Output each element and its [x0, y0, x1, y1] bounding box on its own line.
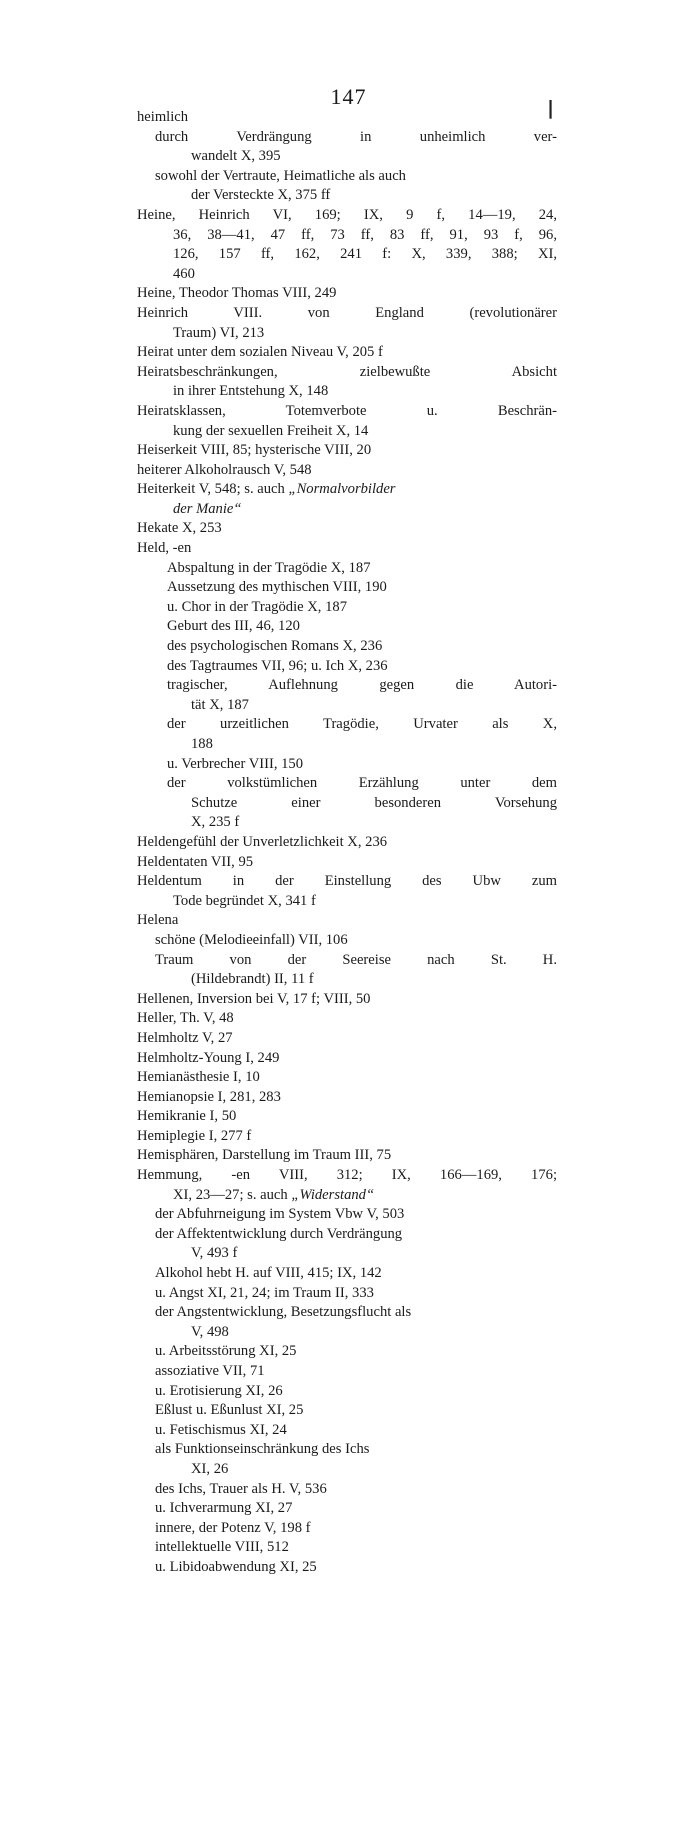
index-line: V, 493 f — [191, 1245, 238, 1262]
index-line: kung der sexuellen Freiheit X, 14 — [173, 422, 369, 439]
index-line: des psychologischen Romans X, 236 — [167, 638, 383, 655]
index-line: Aussetzung des mythischen VIII, 190 — [167, 579, 387, 596]
index-line: Heiratsklassen, Totemverbote u. Beschrän- — [137, 402, 557, 419]
index-line: Eßlust u. Eßunlust XI, 25 — [155, 1402, 304, 1419]
index-line: XI, 26 — [191, 1460, 229, 1477]
index-line: der Versteckte X, 375 ff — [191, 187, 331, 204]
index-line: wandelt X, 395 — [191, 148, 281, 165]
index-line: der Affektentwicklung durch Verdrängung — [155, 1225, 403, 1242]
index-line: 460 — [173, 265, 195, 282]
index-line: heimlich — [137, 109, 189, 125]
index-line: Helmholtz V, 27 — [137, 1029, 233, 1046]
index-line: Held, -en — [137, 540, 192, 557]
index-line: sowohl der Vertraute, Heimatliche als auch — [155, 167, 406, 184]
index-line: X, 235 f — [191, 814, 240, 831]
index-line: Helmholtz-Young I, 249 — [137, 1049, 280, 1066]
index-line: schöne (Melodieeinfall) VII, 106 — [155, 931, 348, 948]
index-line-italic: der Manie“ — [173, 500, 242, 517]
index-line: heiterer Alkoholrausch V, 548 — [137, 461, 312, 478]
index-line-italic: „Widerstand“ — [291, 1186, 375, 1203]
index-line: Alkohol hebt H. auf VIII, 415; IX, 142 — [155, 1265, 382, 1282]
index-line: der Abfuhrneigung im System Vbw V, 503 — [155, 1206, 405, 1223]
index-line: des Tagtraumes VII, 96; u. Ich X, 236 — [167, 657, 388, 674]
index-line: der volkstümlichen Erzählung unter dem — [167, 775, 557, 792]
index-line: XI, 23—27; s. auch „Widerstand“ — [173, 1186, 375, 1203]
index-line: Hellenen, Inversion bei V, 17 f; VIII, 50 — [137, 990, 371, 1007]
index-line: Hemmung, -en VIII, 312; IX, 166—169, 176; — [137, 1167, 557, 1184]
index-line: innere, der Potenz V, 198 f — [155, 1519, 311, 1536]
index-line: 36, 38—41, 47 ff, 73 ff, 83 ff, 91, 93 f, 96, — [173, 226, 557, 243]
index-line: u. Libidoabwendung XI, 25 — [155, 1558, 317, 1575]
index-line: Heller, Th. V, 48 — [137, 1010, 234, 1027]
index-line: Traum von der Seereise nach St. H. — [155, 951, 557, 968]
index-line: Heinrich VIII. von England (revolutionärer — [137, 304, 557, 321]
index-line: u. Angst XI, 21, 24; im Traum II, 333 — [155, 1284, 374, 1301]
index-line: V, 498 — [191, 1323, 229, 1340]
index-line: tät X, 187 — [191, 696, 249, 713]
index-line: Heirat unter dem sozialen Niveau V, 205 f — [137, 344, 383, 361]
index-line: in ihrer Entstehung X, 148 — [173, 383, 329, 400]
index-line: 188 — [191, 736, 213, 752]
index-line: 126, 157 ff, 162, 241 f: X, 339, 388; XI, — [173, 246, 557, 263]
index-line: Heldentum in der Einstellung des Ubw zum — [137, 873, 557, 890]
index-line: durch Verdrängung in unheimlich ver- — [155, 128, 557, 145]
index-line: u. Ichverarmung XI, 27 — [155, 1500, 293, 1517]
index-line: Heiratsbeschränkungen, zielbewußte Absicht — [137, 363, 557, 380]
index-line: Heldengefühl der Unverletzlichkeit X, 236 — [137, 833, 388, 850]
index-line: Helena — [137, 912, 179, 929]
index-line: als Funktionseinschränkung des Ichs — [155, 1441, 370, 1458]
index-line: Geburt des III, 46, 120 — [167, 618, 300, 635]
index-line: der Angstentwicklung, Besetzungsflucht als — [155, 1304, 412, 1321]
index-line: Hemianopsie I, 281, 283 — [137, 1088, 281, 1105]
index-line: u. Fetischismus XI, 24 — [155, 1421, 287, 1438]
index-line: Hekate X, 253 — [137, 520, 222, 537]
index-line: u. Verbrecher VIII, 150 — [167, 755, 304, 772]
index-line: Tode begründet X, 341 f — [173, 892, 316, 909]
index-line: tragischer, Auflehnung gegen die Autori- — [167, 677, 557, 694]
index-line: u. Chor in der Tragödie X, 187 — [167, 598, 347, 615]
index-line: Hemiplegie I, 277 f — [137, 1127, 252, 1144]
index-line: Hemikranie I, 50 — [137, 1108, 237, 1125]
index-line: Schutze einer besonderen Vorsehung — [191, 794, 557, 811]
index-line: Heldentaten VII, 95 — [137, 853, 254, 870]
index-line: Traum) VI, 213 — [173, 324, 265, 341]
index-column — [137, 108, 557, 1578]
index-line: u. Arbeitsstörung XI, 25 — [155, 1343, 297, 1360]
index-line: (Hildebrandt) II, 11 f — [191, 971, 314, 988]
index-line: Heiterkeit V, 548; s. auch „Normalvorbilder — [137, 481, 396, 498]
index-line: intellektuelle VIII, 512 — [155, 1539, 289, 1556]
index-line — [137, 500, 557, 520]
index-line: u. Erotisierung XI, 26 — [155, 1382, 283, 1399]
index-line: Abspaltung in der Tragödie X, 187 — [167, 559, 371, 576]
index-line: der urzeitlichen Tragödie, Urvater als X, — [167, 716, 557, 733]
margin-mark: ❘ — [543, 98, 559, 118]
index-line: assoziative VII, 71 — [155, 1363, 265, 1379]
page-number: 147 — [330, 84, 367, 109]
index-line: Heine, Heinrich VI, 169; IX, 9 f, 14—19, 24, — [137, 206, 557, 223]
index-line: des Ichs, Trauer als H. V, 536 — [155, 1480, 327, 1497]
index-line: Heine, Theodor Thomas VIII, 249 — [137, 285, 337, 302]
index-line: Hemisphären, Darstellung im Traum III, 75 — [137, 1147, 392, 1164]
index-line: Hemianästhesie I, 10 — [137, 1069, 260, 1086]
index-line: Heiserkeit VIII, 85; hysterische VIII, 20 — [137, 442, 372, 459]
index-line-italic: „Normalvorbilder — [288, 481, 396, 498]
